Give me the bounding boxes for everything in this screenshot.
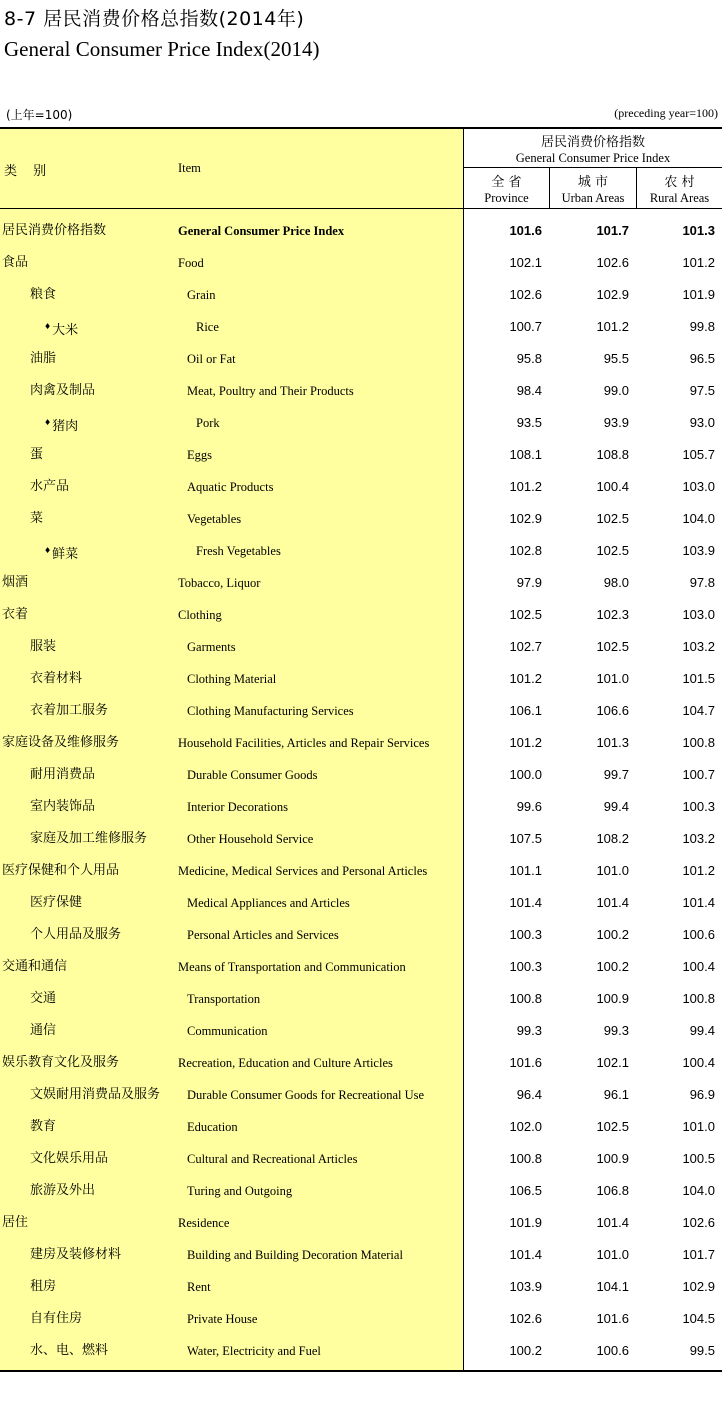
value-rural: 100.8 bbox=[682, 991, 715, 1006]
item-english: Household Facilities, Articles and Repair Services bbox=[178, 736, 430, 750]
value-rural: 100.4 bbox=[682, 1055, 715, 1070]
value-urban: 93.9 bbox=[603, 415, 629, 430]
table-row bbox=[0, 727, 722, 759]
item-english: Medical Appliances and Articles bbox=[187, 896, 350, 910]
item-english: Residence bbox=[178, 1216, 230, 1230]
value-rural: 102.9 bbox=[682, 1279, 715, 1294]
table-row bbox=[0, 599, 722, 631]
value-province: 101.1 bbox=[509, 863, 542, 878]
category-chinese bbox=[30, 375, 95, 407]
value-province: 102.5 bbox=[509, 607, 542, 622]
table-row bbox=[0, 215, 722, 247]
table-row bbox=[0, 887, 722, 919]
value-province: 101.9 bbox=[509, 1215, 542, 1230]
value-rural: 105.7 bbox=[682, 447, 715, 462]
item-english: Fresh Vegetables bbox=[196, 544, 281, 558]
value-urban: 108.8 bbox=[596, 447, 629, 462]
category-chinese-text: 个人用品及服务 bbox=[30, 927, 122, 942]
category-chinese-text: 家庭及加工维修服务 bbox=[30, 831, 148, 846]
value-urban: 95.5 bbox=[603, 351, 629, 366]
value-urban: 99.7 bbox=[603, 767, 629, 782]
item-english: Turing and Outgoing bbox=[187, 1184, 293, 1198]
table-row bbox=[0, 631, 722, 663]
value-province: 99.6 bbox=[516, 799, 542, 814]
table-row bbox=[0, 1335, 722, 1367]
subitem-marker-icon: ♦ bbox=[44, 322, 52, 331]
group-header-rule bbox=[463, 167, 722, 168]
value-urban: 102.6 bbox=[596, 255, 629, 270]
value-province: 99.3 bbox=[516, 1023, 542, 1038]
header-group-english: General Consumer Price Index bbox=[515, 151, 671, 165]
item-english: Cultural and Recreational Articles bbox=[187, 1152, 358, 1166]
item-english: Interior Decorations bbox=[187, 800, 289, 814]
category-chinese-text: 耐用消费品 bbox=[30, 767, 96, 782]
value-rural: 97.5 bbox=[689, 383, 715, 398]
table-row bbox=[0, 375, 722, 407]
item-english: Clothing Manufacturing Services bbox=[187, 704, 354, 718]
unit-note-english: (preceding year=100) bbox=[614, 106, 718, 120]
value-province: 98.4 bbox=[516, 383, 542, 398]
category-chinese-text: 鲜菜 bbox=[52, 547, 79, 562]
category-chinese-text: 衣着 bbox=[2, 607, 29, 622]
value-rural: 103.9 bbox=[682, 543, 715, 558]
page-title-english: General Consumer Price Index(2014) bbox=[4, 37, 320, 61]
value-rural: 104.5 bbox=[682, 1311, 715, 1326]
item-english: Durable Consumer Goods for Recreational Use bbox=[187, 1088, 425, 1102]
subitem-marker-icon: ♦ bbox=[44, 418, 52, 427]
table-row bbox=[0, 951, 722, 983]
table-row bbox=[0, 535, 722, 567]
item-english: Building and Building Decoration Material bbox=[187, 1248, 403, 1262]
value-urban: 101.4 bbox=[596, 895, 629, 910]
value-rural: 96.5 bbox=[689, 351, 715, 366]
category-chinese bbox=[30, 279, 56, 311]
value-rural: 104.0 bbox=[682, 511, 715, 526]
table-row bbox=[0, 695, 722, 727]
value-rural: 99.8 bbox=[689, 319, 715, 334]
value-province: 103.9 bbox=[509, 1279, 542, 1294]
value-rural: 99.4 bbox=[689, 1023, 715, 1038]
value-rural: 101.3 bbox=[682, 223, 715, 238]
item-english: Personal Articles and Services bbox=[187, 928, 339, 942]
category-chinese bbox=[30, 631, 56, 663]
category-chinese bbox=[2, 951, 67, 983]
table-row bbox=[0, 1175, 722, 1207]
table-row bbox=[0, 1111, 722, 1143]
category-chinese-text: 医疗保健 bbox=[30, 895, 83, 910]
category-chinese-text: 食品 bbox=[2, 255, 29, 270]
value-urban: 104.1 bbox=[596, 1279, 629, 1294]
value-urban: 106.8 bbox=[596, 1183, 629, 1198]
value-province: 102.9 bbox=[509, 511, 542, 526]
table-row bbox=[0, 471, 722, 503]
table-row bbox=[0, 791, 722, 823]
item-english: Vegetables bbox=[187, 512, 242, 526]
item-english: General Consumer Price Index bbox=[178, 224, 345, 238]
table-row bbox=[0, 503, 722, 535]
header-group-chinese: 居民消费价格指数 bbox=[540, 135, 645, 150]
table-row bbox=[0, 663, 722, 695]
value-province: 101.4 bbox=[509, 895, 542, 910]
table-row bbox=[0, 855, 722, 887]
category-chinese-text: 交通和通信 bbox=[2, 959, 68, 974]
value-province: 97.9 bbox=[516, 575, 542, 590]
value-urban: 101.0 bbox=[596, 863, 629, 878]
header-province-chinese: 全 省 bbox=[491, 175, 522, 190]
category-chinese bbox=[30, 1175, 95, 1207]
value-urban: 102.1 bbox=[596, 1055, 629, 1070]
category-chinese-text: 粮食 bbox=[30, 287, 57, 302]
category-chinese-text: 居民消费价格指数 bbox=[2, 223, 107, 238]
category-chinese bbox=[30, 759, 95, 791]
value-province: 108.1 bbox=[509, 447, 542, 462]
value-province: 102.6 bbox=[509, 287, 542, 302]
value-province: 102.1 bbox=[509, 255, 542, 270]
table-row bbox=[0, 823, 722, 855]
table-row bbox=[0, 1079, 722, 1111]
value-rural: 102.6 bbox=[682, 1215, 715, 1230]
value-province: 106.1 bbox=[509, 703, 542, 718]
value-province: 101.6 bbox=[509, 1055, 542, 1070]
value-urban: 102.5 bbox=[596, 1119, 629, 1134]
value-province: 93.5 bbox=[516, 415, 542, 430]
item-english: Clothing Material bbox=[187, 672, 277, 686]
value-rural: 103.0 bbox=[682, 607, 715, 622]
value-province: 101.2 bbox=[509, 671, 542, 686]
value-province: 101.4 bbox=[509, 1247, 542, 1262]
value-urban: 101.3 bbox=[596, 735, 629, 750]
value-urban: 101.4 bbox=[596, 1215, 629, 1230]
value-rural: 103.0 bbox=[682, 479, 715, 494]
category-chinese-text: 交通 bbox=[30, 991, 57, 1006]
value-rural: 101.2 bbox=[682, 255, 715, 270]
value-province: 102.6 bbox=[509, 1311, 542, 1326]
item-english: Rent bbox=[187, 1280, 211, 1294]
subitem-marker-icon: ♦ bbox=[44, 546, 52, 555]
category-chinese-text: 菜 bbox=[30, 511, 44, 526]
value-rural: 101.5 bbox=[682, 671, 715, 686]
item-english: Recreation, Education and Culture Articles bbox=[178, 1056, 393, 1070]
value-province: 102.7 bbox=[509, 639, 542, 654]
value-province: 96.4 bbox=[516, 1087, 542, 1102]
value-province: 101.2 bbox=[509, 479, 542, 494]
category-chinese bbox=[2, 599, 28, 631]
category-chinese bbox=[30, 791, 95, 823]
table-row bbox=[0, 1047, 722, 1079]
category-chinese bbox=[30, 1079, 160, 1111]
item-english: Tobacco, Liquor bbox=[178, 576, 261, 590]
value-province: 100.3 bbox=[509, 927, 542, 942]
value-rural: 93.0 bbox=[689, 415, 715, 430]
header-urban-chinese: 城 市 bbox=[577, 175, 609, 190]
category-chinese bbox=[2, 247, 28, 279]
value-rural: 100.7 bbox=[682, 767, 715, 782]
item-english: Communication bbox=[187, 1024, 268, 1038]
value-urban: 101.2 bbox=[596, 319, 629, 334]
category-chinese bbox=[44, 311, 78, 343]
category-chinese-text: 家庭设备及维修服务 bbox=[2, 735, 120, 750]
item-english: Means of Transportation and Communication bbox=[178, 960, 406, 974]
table-bottom-rule bbox=[0, 1370, 722, 1372]
value-rural: 100.8 bbox=[682, 735, 715, 750]
category-chinese-text: 大米 bbox=[52, 323, 79, 338]
item-english: Food bbox=[178, 256, 204, 270]
item-english: Water, Electricity and Fuel bbox=[187, 1344, 321, 1358]
header-item-english: Item bbox=[178, 161, 201, 175]
table-body bbox=[0, 215, 722, 1367]
table-row bbox=[0, 759, 722, 791]
category-chinese-text: 水、电、燃料 bbox=[30, 1343, 109, 1358]
category-chinese-text: 肉禽及制品 bbox=[30, 383, 96, 398]
category-chinese bbox=[30, 887, 82, 919]
value-urban: 101.0 bbox=[596, 1247, 629, 1262]
category-chinese bbox=[44, 407, 78, 439]
category-chinese-text: 蛋 bbox=[30, 447, 44, 462]
category-chinese-text: 室内装饰品 bbox=[30, 799, 96, 814]
category-chinese-text: 油脂 bbox=[30, 351, 57, 366]
value-rural: 97.8 bbox=[689, 575, 715, 590]
value-rural: 100.5 bbox=[682, 1151, 715, 1166]
value-province: 102.0 bbox=[509, 1119, 542, 1134]
table-row bbox=[0, 1271, 722, 1303]
value-urban: 100.9 bbox=[596, 1151, 629, 1166]
value-urban: 102.9 bbox=[596, 287, 629, 302]
value-urban: 101.0 bbox=[596, 671, 629, 686]
table-row bbox=[0, 439, 722, 471]
table-top-rule bbox=[0, 127, 722, 129]
category-chinese bbox=[2, 727, 119, 759]
value-province: 100.8 bbox=[509, 991, 542, 1006]
item-english: Aquatic Products bbox=[187, 480, 274, 494]
category-chinese-text: 自有住房 bbox=[30, 1311, 83, 1326]
item-english: Other Household Service bbox=[187, 832, 314, 846]
category-chinese bbox=[30, 1335, 108, 1367]
value-urban: 106.6 bbox=[596, 703, 629, 718]
header-category-chinese: 类 别 bbox=[4, 164, 53, 179]
value-province: 100.3 bbox=[509, 959, 542, 974]
value-province: 100.2 bbox=[509, 1343, 542, 1358]
header-province-english: Province bbox=[484, 191, 529, 205]
value-rural: 101.9 bbox=[682, 287, 715, 302]
value-rural: 101.2 bbox=[682, 863, 715, 878]
item-english: Grain bbox=[187, 288, 216, 302]
value-rural: 103.2 bbox=[682, 831, 715, 846]
value-rural: 104.7 bbox=[682, 703, 715, 718]
value-rural: 104.0 bbox=[682, 1183, 715, 1198]
value-rural: 100.3 bbox=[682, 799, 715, 814]
category-chinese bbox=[30, 695, 108, 727]
header-rural-english: Rural Areas bbox=[649, 191, 710, 205]
category-chinese bbox=[30, 663, 82, 695]
value-rural: 100.6 bbox=[682, 927, 715, 942]
value-province: 106.5 bbox=[509, 1183, 542, 1198]
value-province: 100.7 bbox=[509, 319, 542, 334]
category-chinese-text: 烟酒 bbox=[2, 575, 29, 590]
category-chinese bbox=[2, 215, 106, 247]
item-english: Rice bbox=[196, 320, 219, 334]
value-urban: 100.4 bbox=[596, 479, 629, 494]
table-row bbox=[0, 983, 722, 1015]
header-bottom-rule bbox=[0, 208, 722, 209]
table-row bbox=[0, 247, 722, 279]
value-rural: 99.5 bbox=[689, 1343, 715, 1358]
table-row bbox=[0, 1207, 722, 1239]
category-chinese bbox=[30, 1015, 56, 1047]
value-urban: 102.5 bbox=[596, 639, 629, 654]
category-chinese bbox=[30, 1303, 82, 1335]
item-english: Private House bbox=[187, 1312, 258, 1326]
item-english: Education bbox=[187, 1120, 238, 1134]
category-chinese-text: 衣着材料 bbox=[30, 671, 83, 686]
category-chinese-text: 水产品 bbox=[30, 479, 70, 494]
category-chinese-text: 医疗保健和个人用品 bbox=[2, 863, 120, 878]
category-chinese bbox=[30, 439, 43, 471]
header-urban-english: Urban Areas bbox=[561, 191, 625, 205]
table-row bbox=[0, 567, 722, 599]
item-english: Pork bbox=[196, 416, 220, 430]
value-urban: 101.6 bbox=[596, 1311, 629, 1326]
value-urban: 101.7 bbox=[596, 223, 629, 238]
category-chinese bbox=[2, 567, 28, 599]
value-urban: 100.6 bbox=[596, 1343, 629, 1358]
category-chinese bbox=[2, 855, 119, 887]
table-row bbox=[0, 1303, 722, 1335]
category-chinese bbox=[30, 983, 56, 1015]
category-chinese-text: 建房及装修材料 bbox=[30, 1247, 122, 1262]
value-urban: 102.3 bbox=[596, 607, 629, 622]
category-chinese bbox=[30, 1143, 108, 1175]
value-urban: 100.2 bbox=[596, 959, 629, 974]
category-chinese-text: 猪肉 bbox=[52, 419, 79, 434]
category-chinese bbox=[30, 919, 121, 951]
category-chinese bbox=[30, 471, 69, 503]
category-chinese bbox=[44, 535, 78, 567]
page-title-chinese: 8-7 居民消费价格总指数(2014年) bbox=[4, 8, 305, 30]
value-province: 100.8 bbox=[509, 1151, 542, 1166]
category-chinese-text: 居住 bbox=[2, 1215, 29, 1230]
category-chinese-text: 服装 bbox=[30, 639, 57, 654]
value-urban: 102.5 bbox=[596, 543, 629, 558]
item-english: Garments bbox=[187, 640, 236, 654]
value-province: 101.2 bbox=[509, 735, 542, 750]
item-english: Durable Consumer Goods bbox=[187, 768, 318, 782]
value-rural: 103.2 bbox=[682, 639, 715, 654]
item-english: Medicine, Medical Services and Personal Articles bbox=[178, 864, 428, 878]
value-rural: 96.9 bbox=[689, 1087, 715, 1102]
item-english: Transportation bbox=[187, 992, 261, 1006]
category-chinese-text: 通信 bbox=[30, 1023, 57, 1038]
category-chinese-text: 教育 bbox=[30, 1119, 57, 1134]
table-row bbox=[0, 1143, 722, 1175]
value-province: 101.6 bbox=[509, 223, 542, 238]
category-chinese-text: 文娱耐用消费品及服务 bbox=[30, 1087, 161, 1102]
value-urban: 99.3 bbox=[603, 1023, 629, 1038]
table-row bbox=[0, 1015, 722, 1047]
value-province: 107.5 bbox=[509, 831, 542, 846]
value-province: 95.8 bbox=[516, 351, 542, 366]
table-row bbox=[0, 919, 722, 951]
value-urban: 96.1 bbox=[603, 1087, 629, 1102]
category-chinese bbox=[30, 1111, 56, 1143]
item-english: Eggs bbox=[187, 448, 212, 462]
item-english: Meat, Poultry and Their Products bbox=[187, 384, 354, 398]
value-urban: 99.0 bbox=[603, 383, 629, 398]
category-chinese-text: 衣着加工服务 bbox=[30, 703, 109, 718]
category-chinese-text: 娱乐教育文化及服务 bbox=[2, 1055, 120, 1070]
item-english: Oil or Fat bbox=[187, 352, 236, 366]
category-chinese bbox=[30, 1271, 56, 1303]
value-urban: 100.9 bbox=[596, 991, 629, 1006]
value-urban: 108.2 bbox=[596, 831, 629, 846]
value-urban: 100.2 bbox=[596, 927, 629, 942]
category-chinese-text: 旅游及外出 bbox=[30, 1183, 96, 1198]
unit-note-chinese: (上年=100) bbox=[6, 108, 73, 122]
category-chinese bbox=[30, 1239, 121, 1271]
table-row bbox=[0, 1239, 722, 1271]
value-rural: 100.4 bbox=[682, 959, 715, 974]
table-row bbox=[0, 279, 722, 311]
value-rural: 101.7 bbox=[682, 1247, 715, 1262]
value-rural: 101.0 bbox=[682, 1119, 715, 1134]
table-row bbox=[0, 311, 722, 343]
table-row bbox=[0, 343, 722, 375]
category-chinese-text: 文化娱乐用品 bbox=[30, 1151, 109, 1166]
value-urban: 102.5 bbox=[596, 511, 629, 526]
category-chinese bbox=[30, 343, 56, 375]
category-chinese-text: 租房 bbox=[30, 1279, 57, 1294]
table-row bbox=[0, 407, 722, 439]
category-chinese bbox=[30, 503, 43, 535]
header-rural-chinese: 农 村 bbox=[664, 175, 695, 190]
value-province: 100.0 bbox=[509, 767, 542, 782]
value-urban: 98.0 bbox=[603, 575, 629, 590]
item-english: Clothing bbox=[178, 608, 222, 622]
category-chinese bbox=[2, 1207, 28, 1239]
value-rural: 101.4 bbox=[682, 895, 715, 910]
category-chinese bbox=[2, 1047, 119, 1079]
category-chinese bbox=[30, 823, 147, 855]
value-province: 102.8 bbox=[509, 543, 542, 558]
value-urban: 99.4 bbox=[603, 799, 629, 814]
